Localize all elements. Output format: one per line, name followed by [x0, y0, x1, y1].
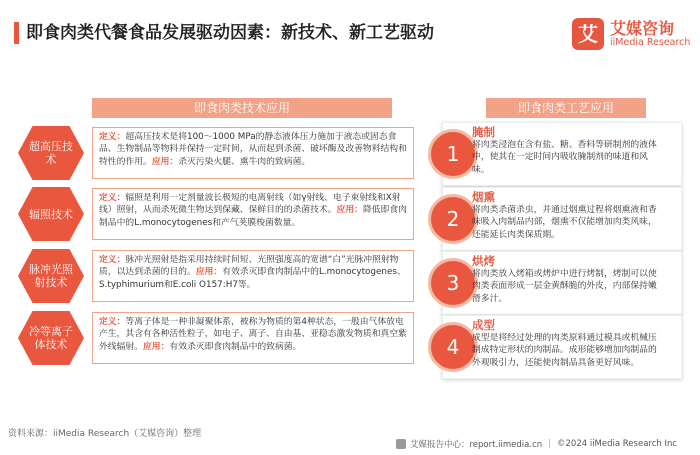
definition-label: 定义： [99, 132, 126, 142]
tech-item [18, 249, 414, 303]
tech-item [18, 311, 414, 365]
application-text: 有效杀灭即食肉制品中的L.monocytogenes、S.typhimurium和E.coli O157:H7等。 [99, 267, 406, 290]
process-item [428, 251, 682, 315]
application-label: 应用： [143, 341, 170, 352]
process-section-header: 即食肉类工艺应用 [486, 98, 646, 118]
definition-label: 定义： [99, 193, 126, 203]
tech-description [92, 188, 414, 240]
application-label: 应用： [195, 267, 223, 278]
tech-description [92, 312, 414, 364]
iimedia-logo [572, 16, 692, 52]
definition-text: 等离子体是一种非凝聚体系，被称为物质的第4种状态，一般由气体放电产生，其含有各种活性粒子，如电子、离子、自由基、亚稳态激发物质和真空紫外线辐射。 [99, 317, 407, 352]
definition-text: 脉冲光照射是指采用持续时间短、光照强度高的宽谱“白”光脉冲照射物质，以达到杀菌的目的。 [99, 255, 399, 278]
process-description: 将肉类杀菌杀虫，并通过烟熏过程将烟熏液和香味吸入肉制品内部，烟熏不仅能增加肉类风味，还能延长肉类保质期。 [472, 205, 657, 240]
step-number-circle: 2 [428, 194, 478, 244]
process-title: 腌制 [472, 125, 495, 139]
report-center-link[interactable]: 艾媒报告中心：report.iimedia.cn [410, 440, 543, 450]
process-item [428, 315, 682, 379]
tech-name: 冷等离子体技术 [29, 325, 73, 351]
process-description: 将肉类浸泡在含有盐、糖、香料等研制剂的液体中，使其在一定时间内吸收腌制剂的味道和风味。 [472, 140, 657, 175]
application-label: 应用： [151, 156, 179, 167]
step-number-circle: 4 [428, 322, 478, 372]
definition-label: 定义： [99, 255, 126, 265]
logo-mark: 艾 [572, 18, 604, 50]
application-text: 杀灭污染火腿、熏牛肉的致病菌。 [178, 156, 311, 167]
step-number-circle: 3 [428, 258, 478, 308]
definition-label: 定义： [99, 317, 126, 327]
tech-name: 辐照技术 [29, 207, 73, 221]
footer [396, 438, 677, 450]
logo-en-text: iiMedia Research [610, 37, 691, 48]
definition-text: 辐照是利用一定剂量波长极短的电离射线（如γ射线、电子束射线和X射线）照射，从而杀死微生物达到保藏、保鲜目的的杀菌技术。 [99, 193, 401, 216]
tech-item [18, 126, 414, 180]
page-title: 即食肉类代餐食品发展驱动因素：新技术、新工艺驱动 [26, 23, 434, 43]
footer-divider: | [548, 439, 551, 449]
data-source-note: 资料来源：iiMedia Research（艾媒咨询）整理 [8, 429, 202, 439]
process-title: 烘烤 [472, 254, 495, 268]
tech-description [92, 250, 414, 302]
logo-cn-text: 艾媒咨询 [610, 19, 675, 38]
tech-description [92, 127, 414, 179]
process-item [428, 122, 682, 186]
application-label: 应用： [336, 205, 363, 216]
copyright-text: ©2024 iiMedia Research Inc [557, 439, 678, 449]
tech-section-header: 即食肉类技术应用 [92, 98, 392, 118]
tech-name: 脉冲光照射技术 [29, 263, 73, 289]
process-item [428, 187, 682, 251]
process-title: 烟熏 [472, 190, 495, 204]
process-title: 成型 [472, 318, 495, 332]
tech-item [18, 187, 414, 241]
tech-name: 超高压技术 [29, 140, 73, 166]
process-description: 将肉类放入烤箱或烤炉中进行烤制，烤制可以使肉类表面形成一层金黄酥脆的外皮，内部保持嫩滑多汁。 [472, 269, 657, 304]
definition-text: 超高压技术是将100～1000 MPa的静态液体压力施加于液态或固态食品、生物制品等物料并保持一定时间，从而起到杀菌、破坏酶及改善物料结构和特性的作用。 [99, 132, 407, 167]
title-accent-bar [14, 22, 19, 44]
application-text: 降低即食肉制品中的L.monocytogenes和产气荚膜梭菌数量。 [99, 205, 407, 228]
step-number-circle: 1 [428, 129, 478, 179]
application-text: 有效杀灭即食肉制品中的致病菌。 [169, 341, 302, 352]
report-center-icon [396, 439, 406, 449]
process-description: 成型是将经过处理的肉类原料通过模具或机械压制成特定形状的肉制品。成形能够增加肉制品的外观吸引力，还能使肉制品具备更好风味。 [472, 333, 657, 368]
